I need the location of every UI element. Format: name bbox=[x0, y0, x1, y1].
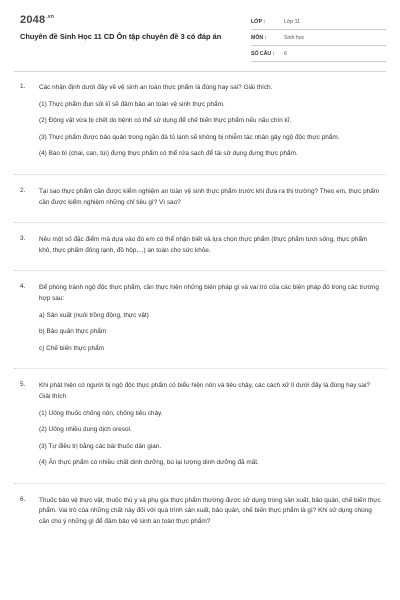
question-option: (1) Thực phẩm đun sôi kĩ sẽ đảm bảo an toàn vệ sinh thực phẩm. bbox=[39, 100, 225, 108]
question-number: 2. bbox=[20, 186, 26, 194]
question-text: Để phòng tránh ngộ độc thực phẩm, cần thực hiện những biện pháp gì và vai trò của các biện pháp đó trong các trường hợp sau: bbox=[39, 284, 379, 302]
question-text: Thuốc bảo vệ thực vật, thuốc thú y và phụ gia thực phẩm thường được sử dụng trong sản xuất, bảo quản, chế biến thực phẩm. Vai trò của những chất này đối với quá trình sản xuất, bảo quản, chế biến thực phẩm là gì? Khi sử dụng chúng cần chú ý những gì để đảm bảo vệ sinh an toàn thực phẩm? bbox=[39, 496, 381, 526]
meta-row-subject bbox=[251, 30, 386, 46]
question-3 bbox=[0, 235, 400, 256]
question-number: 3. bbox=[20, 235, 26, 243]
question-body bbox=[39, 187, 381, 208]
question-number: 1. bbox=[20, 83, 26, 90]
meta-value: 6 bbox=[284, 50, 287, 57]
question-body bbox=[39, 83, 381, 160]
question-number: 5. bbox=[20, 381, 26, 389]
question-option: a) Sản xuất (nuôi trồng động, thực vật) bbox=[39, 311, 149, 319]
question-body bbox=[39, 496, 381, 528]
meta-label: SỐ CÂU : bbox=[251, 50, 275, 57]
question-2 bbox=[0, 187, 400, 208]
logo-text: 2048 bbox=[20, 14, 46, 26]
meta-value: Sinh học bbox=[284, 34, 305, 41]
logo-suffix: .vn bbox=[46, 14, 55, 21]
document-title: Chuyên đề Sinh Học 11 CD Ôn tập chuyên đề 3 có đáp án bbox=[20, 32, 222, 41]
question-option: (3) Thực phẩm được bảo quản trong ngăn đá tủ lạnh sẽ không bị nhiễm tác nhân gây ngộ độc thực phẩm. bbox=[39, 133, 340, 141]
question-option: b) Bảo quản thực phẩm bbox=[39, 328, 107, 336]
question-text: Tại sao thực phẩm cần được kiểm nghiệm an toàn vệ sinh thực phẩm trước khi đưa ra thị trường? Theo em, thực phẩm cần được kiểm nghiệm những chỉ tiêu gì? Vì sao? bbox=[39, 187, 380, 206]
header bbox=[0, 0, 400, 64]
question-text: Nêu một số đặc điểm mà dựa vào đó em có thể nhận biết và lựa chọn thực phẩm (thực phẩm tươi sống, thực phẩm khô, thực phẩm đông lạnh, đồ hộp,...) an toàn cho sức khỏe. bbox=[39, 236, 368, 254]
question-separator bbox=[14, 270, 386, 271]
meta-row-count bbox=[251, 46, 386, 62]
question-6 bbox=[0, 496, 400, 528]
question-option: c) Chế biến thực phẩm bbox=[39, 344, 105, 352]
question-text: Các nhận định dưới đây về vệ sinh an toàn thực phẩm là đúng hay sai? Giải thích. bbox=[39, 84, 273, 91]
question-option: (4) Ăn thực phẩm có nhiều chất dinh dưỡng, bù lại lượng dinh dưỡng đã mất. bbox=[39, 459, 259, 467]
question-number: 4. bbox=[20, 283, 26, 291]
question-separator bbox=[14, 368, 386, 369]
question-4 bbox=[0, 283, 400, 354]
site-logo[interactable] bbox=[20, 14, 54, 26]
question-number: 6. bbox=[20, 495, 26, 503]
question-option: (1) Uống thuốc chống nôn, chống tiêu chảy. bbox=[39, 409, 163, 417]
meta-value: Lớp 11 bbox=[284, 18, 300, 25]
question-option: (4) Bao bì (chai, can, túi) đựng thực phẩm có thể rửa sạch để tái sử dụng đựng thực phẩm. bbox=[39, 150, 298, 158]
question-separator bbox=[14, 483, 386, 484]
question-body bbox=[39, 381, 381, 469]
question-5 bbox=[0, 381, 400, 469]
question-body bbox=[39, 283, 381, 354]
header-divider bbox=[14, 71, 386, 72]
question-option: (2) Uống nhiều dung dịch oresol. bbox=[39, 426, 132, 434]
meta-label: LỚP : bbox=[251, 18, 266, 25]
meta-row-class bbox=[251, 14, 386, 30]
question-separator bbox=[14, 222, 386, 223]
question-option: (3) Tự điều trị bằng các bài thuốc dân gian. bbox=[39, 442, 162, 450]
question-option: (2) Động vật vừa bị chết do bệnh có thể sử dụng để chế biến thực phẩm nếu nấu chín kĩ. bbox=[39, 117, 292, 125]
question-text: Khi phát hiện có người bị ngộ độc thực phẩm có biểu hiện nôn và tiêu chảy, các cách xử lí dưới đây là đúng hay sai? Giải thích bbox=[39, 382, 370, 400]
question-separator bbox=[14, 174, 386, 175]
question-body bbox=[39, 235, 381, 256]
question-list bbox=[0, 83, 400, 542]
question-1 bbox=[0, 83, 400, 160]
meta-label: MÔN : bbox=[251, 34, 267, 41]
meta-table bbox=[251, 14, 386, 62]
